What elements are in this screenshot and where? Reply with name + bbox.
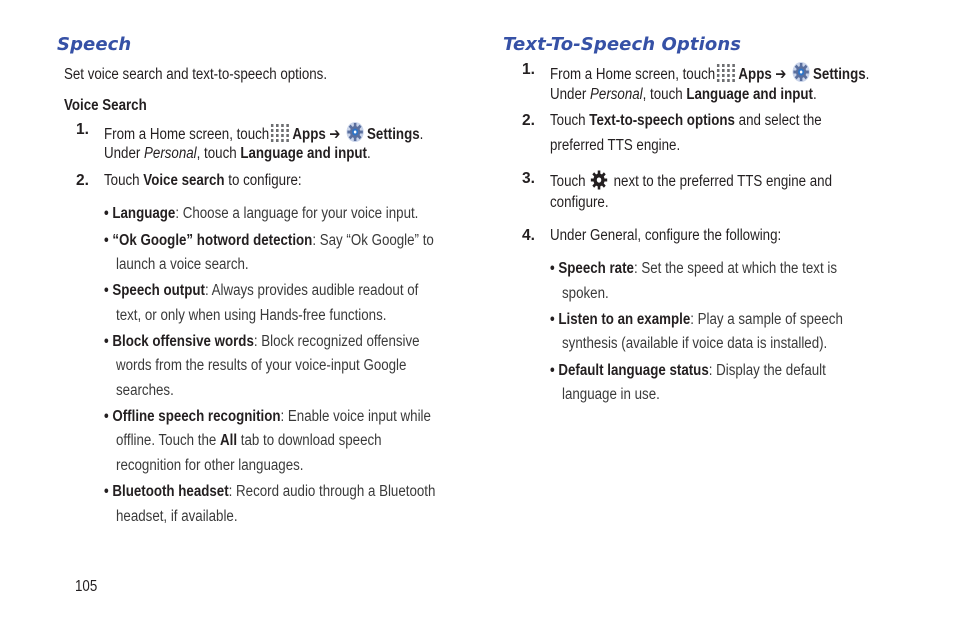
bullet-listen-example-line-2: synthesis (available if voice data is installed). [562, 335, 828, 352]
personal-label: Personal [590, 86, 643, 103]
step-2-line-1 [104, 172, 302, 190]
bullet-desc: : Say “Ok Google” to [312, 232, 434, 249]
bullet-desc: offline. Touch the [116, 432, 217, 449]
speech-intro: Set voice search and text-to-speech options. [64, 66, 328, 83]
bullet-offline-speech: • Offline speech recognition: Enable voice input while [104, 408, 431, 425]
settings-label: Settings [367, 126, 420, 143]
step-1-line-2 [104, 145, 371, 163]
personal-label: Personal [144, 145, 197, 162]
apps-label: Apps [738, 66, 772, 83]
step-text: to configure: [228, 172, 302, 189]
settings-gear-icon [346, 121, 365, 143]
voice-search-subheading: Voice Search [64, 97, 147, 114]
bullet-term: Listen to an example [558, 311, 691, 328]
bullet-desc: : Block recognized offensive [253, 333, 420, 350]
punct: . [419, 126, 424, 143]
bullet-term: Bluetooth headset [112, 483, 229, 500]
punct: . [812, 86, 817, 103]
tts-step-1-line-2 [550, 86, 817, 104]
step-number: 3. [522, 170, 535, 187]
bullet-term: Language [112, 205, 176, 222]
step-text: Under [104, 145, 141, 162]
bullet-desc: : Display the default [708, 362, 826, 379]
step-text: Touch [550, 112, 586, 129]
page-number: 105 [75, 578, 98, 595]
tts-step-4-line-1: Under General, configure the following: [550, 227, 782, 244]
language-and-input-label: Language and input [240, 145, 367, 162]
bullet-listen-example: • Listen to an example: Play a sample of speech [550, 311, 843, 328]
step-number: 2. [522, 112, 535, 129]
bullet-desc: : Enable voice input while [280, 408, 431, 425]
bullet-block-offensive-line-3: searches. [116, 382, 174, 399]
step-text: , touch [642, 86, 683, 103]
bullet-speech-output-line-2: text, or only when using Hands-free functions. [116, 307, 387, 324]
tts-options-heading: Text-To-Speech Options [503, 34, 742, 55]
bullet-block-offensive: • Block offensive words: Block recognized offensive [104, 333, 420, 350]
bullet-bluetooth-headset: • Bluetooth headset: Record audio through a Bluetooth [104, 483, 436, 500]
bullet-default-language-line-2: language in use. [562, 386, 660, 403]
bullet-default-language: • Default language status: Display the default [550, 362, 826, 379]
bullet-term: Offline speech recognition [112, 408, 281, 425]
settings-label: Settings [813, 66, 866, 83]
bullet-desc: : Play a sample of speech [690, 311, 843, 328]
bullet-term: Default language status [558, 362, 709, 379]
bullet-speech-rate: • Speech rate: Set the speed at which the text is [550, 260, 837, 277]
step-text: and select the [738, 112, 822, 129]
bullet-language: • Language: Choose a language for your voice input. [104, 205, 419, 222]
bullet-speech-output: • Speech output: Always provides audible readout of [104, 282, 419, 299]
bullet-term: Block offensive words [112, 333, 254, 350]
bullet-bluetooth-headset-line-2: headset, if available. [116, 508, 238, 525]
apps-label: Apps [292, 126, 326, 143]
cog-icon [590, 170, 607, 190]
tts-step-3-line-1 [550, 170, 832, 191]
step-text: , touch [196, 145, 237, 162]
tts-step-2-line-1 [550, 112, 822, 130]
step-number: 4. [522, 227, 535, 244]
step-number: 1. [76, 121, 89, 138]
tts-options-label: Text-to-speech options [589, 112, 735, 129]
step-text: Touch [550, 173, 586, 190]
arrow-icon: ➔ [329, 126, 341, 143]
bullet-desc: : Record audio through a Bluetooth [228, 483, 436, 500]
all-tab-label: All [220, 432, 238, 449]
tts-step-1-line-1 [550, 61, 869, 84]
language-and-input-label: Language and input [686, 86, 813, 103]
step-text: Under [550, 86, 587, 103]
bullet-hotword: • “Ok Google” hotword detection: Say “Ok Google” to [104, 232, 434, 249]
step-text: next to the preferred TTS engine and [613, 173, 832, 190]
bullet-term: Speech rate [558, 260, 634, 277]
apps-grid-icon [271, 124, 290, 142]
bullet-speech-rate-line-2: spoken. [562, 285, 609, 302]
bullet-desc: : Set the speed at which the text is [633, 260, 837, 277]
bullet-term: “Ok Google” hotword detection [112, 232, 313, 249]
tts-step-2-line-2: preferred TTS engine. [550, 137, 681, 154]
step-1-line-1 [104, 121, 423, 144]
tts-step-3-line-2: configure. [550, 194, 609, 211]
apps-grid-icon [717, 64, 736, 82]
step-number: 1. [522, 61, 535, 78]
step-text: From a Home screen, touch [104, 126, 270, 143]
bullet-desc: : Always provides audible readout of [204, 282, 419, 299]
step-number: 2. [76, 172, 89, 189]
voice-search-label: Voice search [143, 172, 225, 189]
settings-gear-icon [792, 61, 811, 83]
bullet-desc: : Choose a language for your voice input. [175, 205, 419, 222]
punct: . [366, 145, 371, 162]
step-text: Touch [104, 172, 140, 189]
arrow-icon: ➔ [775, 66, 787, 83]
step-text: From a Home screen, touch [550, 66, 716, 83]
bullet-offline-speech-line-2 [116, 432, 382, 450]
bullet-offline-speech-line-3: recognition for other languages. [116, 457, 304, 474]
punct: . [865, 66, 870, 83]
bullet-block-offensive-line-2: words from the results of your voice-input Google [116, 357, 407, 374]
bullet-desc: tab to download speech [240, 432, 382, 449]
bullet-term: Speech output [112, 282, 205, 299]
speech-heading: Speech [57, 34, 132, 55]
bullet-hotword-line-2: launch a voice search. [116, 256, 249, 273]
